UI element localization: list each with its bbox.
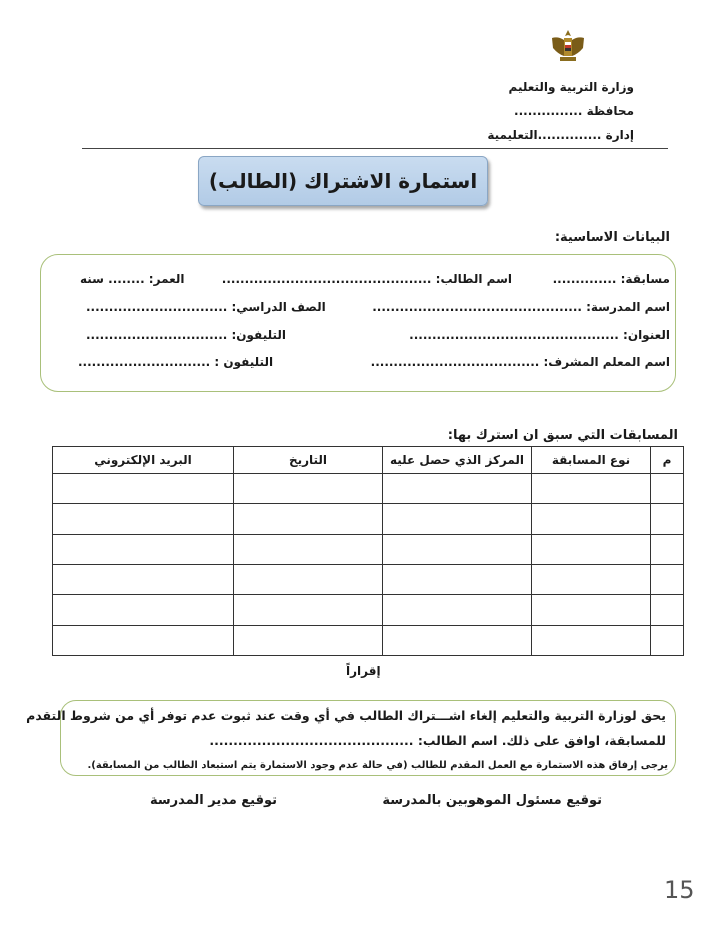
- table-cell[interactable]: [234, 474, 383, 504]
- table-cell[interactable]: [53, 504, 234, 534]
- table-row: [53, 474, 684, 504]
- attachment-note: يرجى إرفاق هذه الاستمارة مع العمل المقدم للطالب (في حالة عدم وجود الاستمارة يتم استبعاد الطالب من المسابقة).: [87, 760, 668, 771]
- table-cell[interactable]: [234, 625, 383, 655]
- address-field: العنوان: ..............................................: [409, 328, 670, 342]
- table-row: [53, 504, 684, 534]
- form-title: استمارة الاشتراك (الطالب): [198, 156, 488, 206]
- phone-field: التليفون: ...............................: [86, 328, 287, 342]
- age-field: العمر: ........ سنه: [80, 272, 185, 286]
- page-number: 15: [664, 876, 695, 904]
- table-cell[interactable]: [383, 595, 532, 625]
- table-cell[interactable]: [651, 595, 684, 625]
- column-header-date: التاريخ: [234, 447, 383, 474]
- supervisor-phone-field: التليفون : .............................: [78, 355, 274, 369]
- column-header-email: البريد الإلكتروني: [53, 447, 234, 474]
- student-name-field: اسم الطالب: ..............................................: [221, 272, 512, 286]
- governorate-field: محافظة ...............: [514, 104, 634, 118]
- table-cell[interactable]: [53, 595, 234, 625]
- table-cell[interactable]: [234, 534, 383, 564]
- table-cell[interactable]: [53, 564, 234, 594]
- table-cell[interactable]: [651, 504, 684, 534]
- table-row: [53, 564, 684, 594]
- principal-signature: توقيع مدير المدرسة: [150, 793, 278, 808]
- competition-field: مسابقة: ..............: [552, 272, 670, 286]
- table-cell[interactable]: [532, 595, 651, 625]
- table-cell[interactable]: [651, 625, 684, 655]
- administration-field: إدارة ..............التعليمية: [487, 128, 634, 142]
- table-cell[interactable]: [383, 474, 532, 504]
- declaration-text-line1: يحق لوزارة التربية والتعليم إلغاء اشـــتراك الطالب في أي وقت عند ثبوت عدم توفر أي من شروط التقدم: [26, 708, 666, 723]
- table-cell[interactable]: [651, 534, 684, 564]
- table-cell[interactable]: [383, 504, 532, 534]
- header-divider: [82, 148, 668, 149]
- declaration-title: إقراراً: [346, 664, 381, 678]
- table-cell[interactable]: [383, 534, 532, 564]
- grade-field: الصف الدراسي: ...............................: [86, 300, 326, 314]
- declaration-text-line2: للمسابقة، اوافق على ذلك. اسم الطالب: ...........................................: [209, 733, 666, 748]
- table-cell[interactable]: [234, 595, 383, 625]
- table-cell[interactable]: [651, 474, 684, 504]
- column-header-type: نوع المسابقة: [532, 447, 651, 474]
- table-row: [53, 625, 684, 655]
- table-cell[interactable]: [383, 564, 532, 594]
- table-cell[interactable]: [53, 474, 234, 504]
- table-cell[interactable]: [532, 504, 651, 534]
- competitions-label: المسابقات التي سبق ان استرك بها:: [447, 428, 678, 443]
- table-cell[interactable]: [234, 504, 383, 534]
- supervisor-field: اسم المعلم المشرف: .....................................: [370, 355, 670, 369]
- table-cell[interactable]: [651, 564, 684, 594]
- table-cell[interactable]: [532, 474, 651, 504]
- table-row: [53, 595, 684, 625]
- eagle-emblem-icon: [548, 26, 588, 66]
- table-cell[interactable]: [532, 564, 651, 594]
- table-cell[interactable]: [532, 625, 651, 655]
- column-header-place: المركز الذي حصل عليه: [383, 447, 532, 474]
- table-cell[interactable]: [234, 564, 383, 594]
- ministry-name: وزارة التربية والتعليم: [508, 80, 634, 94]
- table-cell[interactable]: [532, 534, 651, 564]
- table-cell[interactable]: [53, 534, 234, 564]
- table-row: [53, 534, 684, 564]
- table-cell[interactable]: [53, 625, 234, 655]
- competitions-table: [52, 446, 684, 656]
- table-cell[interactable]: [383, 625, 532, 655]
- table-header-row: [53, 447, 684, 474]
- gifted-officer-signature: توقيع مسئول الموهوبين بالمدرسة: [382, 793, 602, 808]
- basic-data-label: البيانات الاساسية:: [554, 230, 670, 245]
- column-header-number: م: [651, 447, 684, 474]
- school-name-field: اسم المدرسة: ..............................................: [372, 300, 670, 314]
